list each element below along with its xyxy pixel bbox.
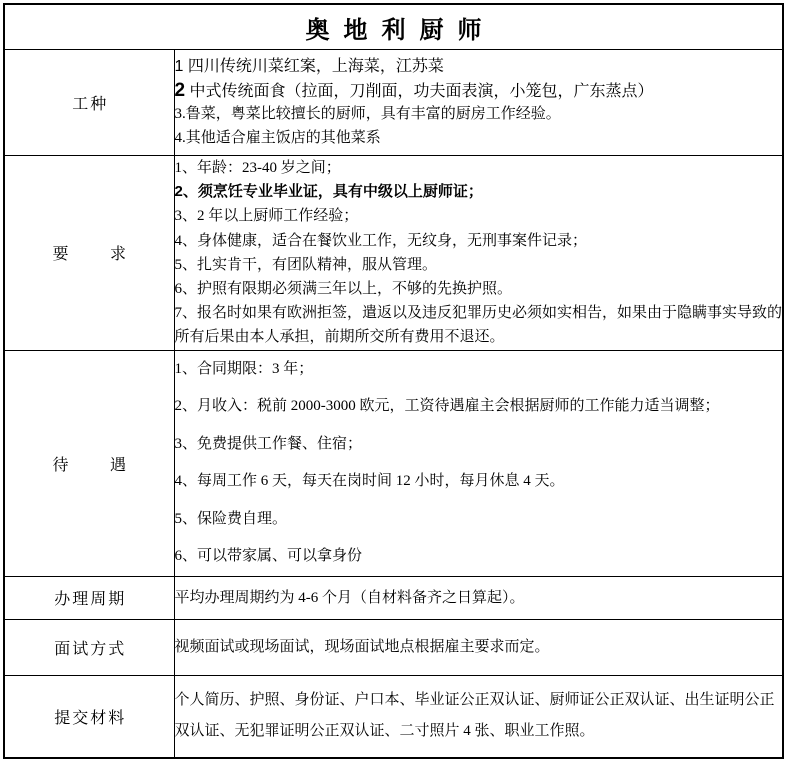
materials-label: 提交材料 (54, 709, 127, 727)
row-processing-period (4, 576, 783, 619)
interview-method-content-cell (174, 619, 783, 675)
processing-period-label-cell (4, 576, 174, 619)
requirement-item: 7、报名时如果有欧洲拒签，遣返以及违反犯罪历史必须如实相告，如果由于隐瞒事实导致的所有后果由本人承担，前期所交所有费用不退还。 (174, 305, 783, 346)
job-type-label: 工种 (72, 96, 109, 113)
benefits-label: 待遇 (52, 456, 168, 474)
row-benefits (4, 350, 783, 576)
job-type-line: 1 四川传统川菜红案，上海菜，江苏菜 (174, 58, 444, 75)
requirement-item: 5、扎实肯干，有团队精神，服从管理。 (174, 256, 438, 273)
job-type-content-cell (174, 50, 783, 156)
row-materials (4, 675, 783, 758)
processing-period-label: 办理周期 (54, 591, 127, 609)
interview-method-text: 视频面试或现场面试，现场面试地点根据雇主要求而定。 (174, 639, 550, 656)
requirement-item: 1、年龄：23-40 岁之间； (174, 160, 341, 176)
benefit-item: 1、合同期限：3 年； (174, 360, 314, 377)
requirement-item: 2、须烹饪专业毕业证，具有中级以上厨师证； (174, 183, 483, 201)
benefit-item: 4、每周工作 6 天，每天在岗时间 12 小时，每月休息 4 天。 (174, 473, 565, 490)
processing-period-text: 平均办理周期约为 4-6 个月（自材料备齐之日算起）。 (174, 589, 525, 606)
requirements-content-cell (174, 156, 783, 351)
processing-period-content-cell (174, 576, 783, 619)
materials-text: 个人简历、护照、身份证、户口本、毕业证公正双认证、厨师证公正双认证、出生证明公正双认证、无犯罪证明公正双认证、二寸照片 4 张、职业工作照。 (174, 692, 775, 740)
materials-content-cell (174, 675, 783, 758)
interview-method-label-cell (4, 619, 174, 675)
job-type-label-cell (4, 50, 174, 156)
requirement-item: 6、护照有限期必须满三年以上，不够的先换护照。 (174, 281, 513, 298)
row-interview-method (4, 619, 783, 675)
job-type-line: 4.其他适合雇主饭店的其他菜系 (174, 129, 381, 146)
row-job-type (4, 50, 783, 156)
benefits-label-cell (4, 350, 174, 576)
benefit-item: 5、保险费自理。 (174, 510, 288, 527)
benefit-item: 3、免费提供工作餐、住宿； (174, 435, 363, 452)
requirement-item: 4、身体健康，适合在餐饮业工作，无纹身，无刑事案件记录； (174, 232, 588, 249)
job-type-line: 2 中式传统面食（拉面，刀削面，功夫面表演，小笼包，广东蒸点） (174, 79, 654, 101)
benefits-content-cell (174, 350, 783, 576)
row-requirements (4, 156, 783, 351)
interview-method-label: 面试方式 (54, 640, 127, 658)
job-posting-table (3, 3, 784, 759)
title-row (4, 4, 783, 50)
requirement-item: 3、2 年以上厨师工作经验； (174, 208, 359, 225)
requirements-label-cell (4, 156, 174, 351)
page-title: 奥地利厨师 (4, 4, 783, 50)
benefit-item: 6、可以带家属、可以拿身份 (174, 548, 363, 565)
benefit-item: 2、月收入：税前 2000-3000 欧元，工资待遇雇主会根据厨师的工作能力适当调整； (174, 398, 720, 415)
job-type-line: 3.鲁菜，粤菜比较擅长的厨师，具有丰富的厨房工作经验。 (174, 106, 561, 122)
requirements-label: 要求 (52, 246, 168, 264)
materials-label-cell (4, 675, 174, 758)
